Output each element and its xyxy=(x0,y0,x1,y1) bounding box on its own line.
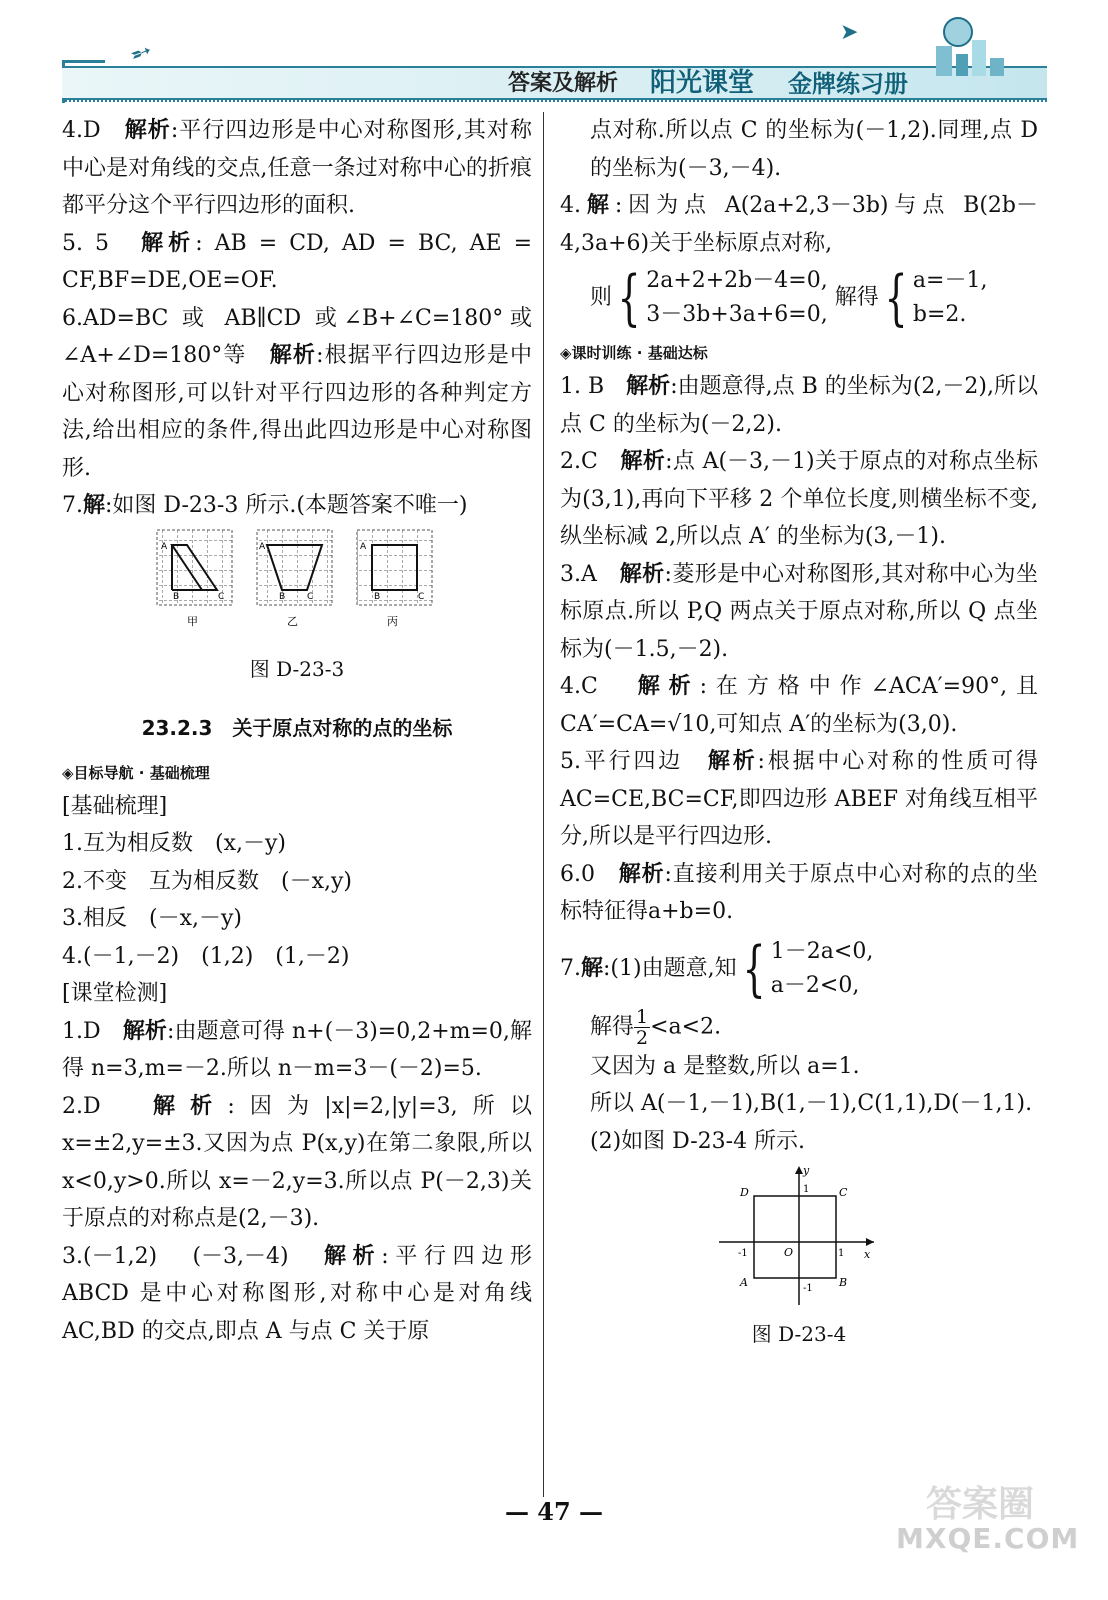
watermark-cn: 答案圈 xyxy=(926,1484,1035,1525)
figure-d-23-3 xyxy=(147,525,447,645)
paper-plane-icon: ➤ xyxy=(840,20,859,45)
sys1-line1: 2a+2+2b－4=0, xyxy=(646,268,828,293)
check-4-system: 则 { 2a+2+2b－4=0, 3－3b+3a+6=0, 解得 { a=－1, b=2. xyxy=(590,263,988,333)
train-5: 5.平行四边 解析:根据中心对称的性质可得 AC=CE,BC=CF,即四边形 ABEF 对角线互相平分,所以是平行四边形. xyxy=(560,749,1038,849)
train-1: 1. B 解析:由题意得,点 B 的坐标为(2,－2),所以点 C 的坐标为(－2,2). xyxy=(560,374,1038,437)
train-7: 7.解:(1)由题意,知 { 1－2a<0, a－2<0, xyxy=(560,933,874,1004)
check-3: 3.(－1,2) (－3,－4) 解析:平行四边形 ABCD 是中心对称图形,对称中心是对角线 AC,BD 的交点,即点 A 与点 C 关于原 xyxy=(62,1243,532,1344)
answer-6: 6.AD=BC 或 AB∥CD 或∠B+∠C=180°或∠A+∠D=180°等 解析:根据平行四边形是中心对称图形,可以针对平行四边形的各种判定方法,给出相应的条件,得出此四边形是中心对称图形. xyxy=(62,305,532,481)
t7-sys-line2: a－2<0, xyxy=(770,972,860,998)
column-divider xyxy=(543,112,544,1497)
figure-caption-d-23-4: 图 D-23-4 xyxy=(751,1322,847,1346)
answer-5: 5. 5 解析: AB = CD, AD = BC, AE = CF,BF=DE,OE=OF. xyxy=(62,230,533,293)
header-dotted-rule xyxy=(62,100,1047,102)
answer-7: 7.解:如图 D-23-3 所示.(本题答案不唯一) xyxy=(62,493,468,518)
check-2: 2.D 解析:因为|x|=2,|y|=3,所以 x=±2,y=±3.又因为点 P(x,y)在第二象限,所以 x<0,y>0.所以 x=－2,y=3.所以点 P(－2,3)关于原点的对称点是(2,－3). xyxy=(62,1093,532,1231)
fig2-point-d: D xyxy=(740,1186,749,1199)
fig1-label-c2: C xyxy=(307,591,314,602)
building-deco-icon xyxy=(930,10,1010,80)
header-answer-label: 答案及解析 xyxy=(508,71,619,96)
header-brand: 阳光课堂 xyxy=(650,68,755,98)
fig2-point-a: A xyxy=(740,1276,748,1289)
basic-item-3: 3.相反 (－x,－y) xyxy=(62,906,242,931)
train-7-line3: 所以 A(－1,－1),B(1,－1),C(1,1),D(－1,1). xyxy=(590,1091,1033,1116)
fraction-one-half: $\frac{1}{2}$ xyxy=(636,1005,649,1049)
fig2-point-c: C xyxy=(839,1186,848,1199)
check-heading: [课堂检测] xyxy=(62,981,168,1006)
header-series: 金牌练习册 xyxy=(788,70,908,98)
train-3: 3.A 解析:菱形是中心对称图形,其对称中心为坐标原点.所以 P,Q 两点关于原点对称,所以 Q 点坐标为(－1.5,－2). xyxy=(560,561,1038,662)
fig1-sub-bing: 丙 xyxy=(387,614,398,628)
train-7-solution: 解得 $\frac{1}{2}$ <a<2. xyxy=(590,1005,722,1049)
page-number: — 47 — xyxy=(504,1497,604,1526)
left-column xyxy=(62,112,532,1350)
check-4: 4.解:因为点 A(2a+2,3－3b)与点 B(2b－4,3a+6)关于坐标原点对称, xyxy=(560,193,1038,256)
fig2-1-x: 1 xyxy=(838,1248,845,1259)
fig2-x-label: x xyxy=(864,1248,871,1261)
fig2-y-label: y xyxy=(803,1164,810,1177)
train-4: 4.C 解析:在方格中作∠ACA′=90°,且 CA′=CA=√10,可知点 A′的坐标为(3,0). xyxy=(560,674,1038,737)
fig1-label-b3: B xyxy=(374,591,381,602)
basic-heading: [基础梳理] xyxy=(62,793,168,819)
section-title: 23.2.3 关于原点对称的点的坐标 xyxy=(141,716,453,740)
train-2: 2.C 解析:点 A(－3,－1)关于原点的对称点坐标为(3,1),再向下平移 2 个单位长度,则横坐标不变,纵坐标减 2,所以点 A′ 的坐标为(3,－1). xyxy=(560,449,1038,549)
fig2-point-b: B xyxy=(839,1276,848,1289)
page-header xyxy=(0,0,1108,110)
check-1: 1.D 解析:由题意可得 n+(－3)=0,2+m=0,解得 n=3,m=－2.所以 n－m=3－(－2)=5. xyxy=(62,1018,532,1081)
fig1-label-a3: A xyxy=(360,541,367,552)
watermark-url: MXQE.COM xyxy=(896,1522,1080,1555)
fig1-label-b1: B xyxy=(173,591,180,602)
fig2-1-y: 1 xyxy=(803,1184,810,1195)
train-7-line2: 又因为 a 是整数,所以 a=1. xyxy=(590,1053,860,1079)
basic-item-4: 4.(－1,－2) (1,2) (1,－2) xyxy=(62,943,350,969)
sys2-line1: a=－1, xyxy=(912,268,988,293)
check-3-continued: 点对称.所以点 C 的坐标为(－1,2).同理,点 D 的坐标为(－3,－4). xyxy=(590,118,1038,181)
fig1-label-c3: C xyxy=(418,591,425,602)
sys1-line2: 3－3b+3a+6=0, xyxy=(646,302,828,327)
fig2-neg1-y: -1 xyxy=(803,1283,813,1294)
answer-4: 4.D 解析:平行四边形是中心对称图形,其对称中心是对角线的交点,任意一条过对称中心的折痕都平分这个平行四边形的面积. xyxy=(62,118,532,218)
basic-item-1: 1.互为相反数 (x,－y) xyxy=(62,831,286,856)
fig1-label-a2: A xyxy=(259,541,266,552)
fig2-neg1-x: -1 xyxy=(738,1248,748,1259)
figure-d-23-4 xyxy=(714,1160,884,1310)
basic-item-2: 2.不变 互为相反数 (－x,y) xyxy=(62,868,352,894)
train-6: 6.0 解析:直接利用关于原点中心对称的点的坐标特征得a+b=0. xyxy=(560,861,1038,924)
sys2-line2: b=2. xyxy=(912,302,967,327)
section-nav-target: ◈目标导航 · 基础梳理 xyxy=(62,763,210,782)
bird-icon: ➶ xyxy=(124,34,158,72)
fig2-origin: O xyxy=(784,1246,794,1259)
fig1-sub-yi: 乙 xyxy=(287,614,298,628)
fig1-label-b2: B xyxy=(279,591,286,602)
fig1-label-c1: C xyxy=(218,591,225,602)
right-column xyxy=(560,112,1038,1364)
figure-caption-d-23-3: 图 D-23-3 xyxy=(249,656,345,681)
train-7-line4: (2)如图 D-23-4 所示. xyxy=(590,1128,806,1154)
t7-sys-line1: 1－2a<0, xyxy=(770,938,874,964)
fig1-sub-jia: 甲 xyxy=(187,614,198,628)
section-nav-practice: ◈课时训练 · 基础达标 xyxy=(560,344,708,362)
fig1-label-a1: A xyxy=(161,541,168,552)
